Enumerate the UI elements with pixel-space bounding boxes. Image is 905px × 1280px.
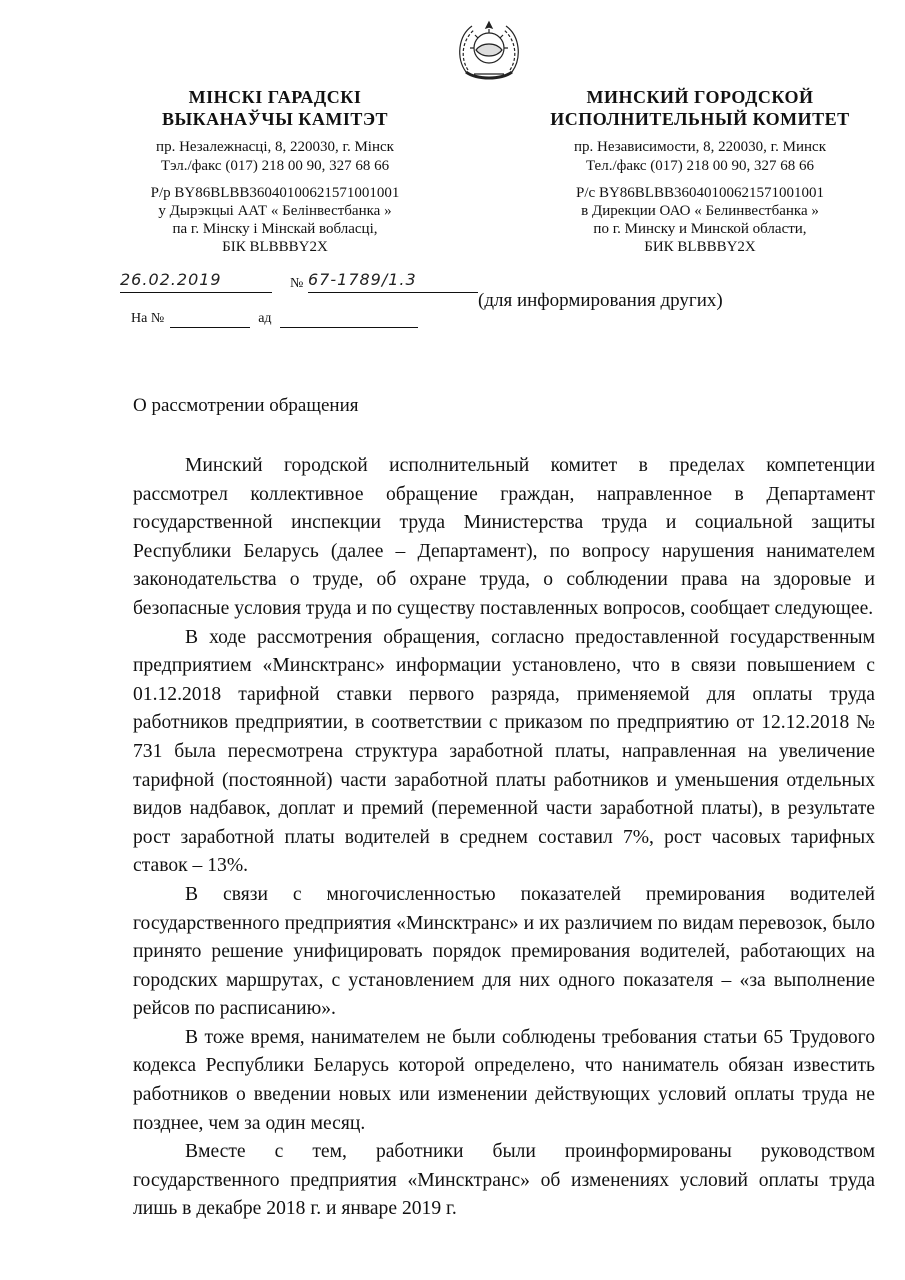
bic-ru: БИК BLBBBY2X [644,239,756,255]
reference-date-label: ад [258,311,272,326]
bank-by-line2: па г. Мінску і Мінскай вобласці, [172,221,378,237]
reference-number-label: На № [131,311,165,326]
registration-date: 26.02.2019 [120,270,272,293]
reference-date-blank [280,311,418,328]
bank-by-line1: у Дырэкцыі ААТ « Белінвестбанка » [158,203,392,219]
bank-ru-line2: по г. Минску и Минской области, [593,221,807,237]
phone-by: Тэл./факс (017) 218 00 90, 327 68 66 [160,158,390,174]
registration-number-label: № [290,276,304,291]
paragraph-1: Минский городской исполнительный комитет в пределах компетенции рассмотрел коллективное обращение граждан, направленное в Департамент государственной инспекции труда Министерства труда и социальной защиты Республики Беларусь (далее – Департамент), по вопросу нарушения нанимателем законодательства о труде, об охране труда, о соблюдении права на здоровые и безопасные условия труда и по существу поставленных вопросов, сообщает следующее. [133,455,875,619]
reference-number-blank [170,311,250,328]
registration-line [120,270,480,298]
account-by: Р/р BY86BLBB36040100621571001001 [150,185,400,201]
org-name-ru-line2: ИСПОЛНИТЕЛЬНЫЙ КОМИТЕТ [550,109,850,129]
bic-by: БІК BLBBBY2X [222,239,328,255]
state-emblem-icon [452,14,526,88]
paragraph-5: Вместе с тем, работники были проинформированы руководством государственного предприятия «Минсктранс» об изменениях условий оплаты труда лишь в декабре 2018 г. и январе 2019 г. [133,1141,875,1220]
account-ru: Р/с BY86BLBB36040100621571001001 [576,185,824,201]
paragraph-4: В тоже время, нанимателем не были соблюдены требования статьи 65 Трудового кодекса Республики Беларусь которой определено, что наниматель обязан известить работников о введении новых или изменении действующих условий оплаты труда не позднее, чем за один месяц. [133,1026,875,1134]
letter-body [133,452,875,1224]
subject-line: О рассмотрении обращения [133,395,359,416]
phone-ru: Тел./факс (017) 218 00 90, 327 68 66 [585,158,815,174]
org-name-by-line2: ВЫКАНАЎЧЫ КАМІТЭТ [161,109,389,129]
header-right [530,86,870,256]
addressee: (для информирования других) [478,290,723,311]
paragraph-2: В ходе рассмотрения обращения, согласно предоставленной государственным предприятием «Минсктранс» информации установлено, что в связи повышением с 01.12.2018 тарифной ставки первого разряда, применяемой для оплаты труда работников предприятии, в соответствии с приказом по предприятию от 12.12.2018 № 731 была пересмотрена структура заработной платы, направленная на увеличение тарифной (постоянной) части заработной платы работников и уменьшения отдельных видов надбавок, доплат и премий (переменной части заработной платы), в результате рост заработной платы водителей в среднем составил 7%, рост часовых тарифных ставок – 13%. [133,626,875,877]
reference-line [131,311,418,328]
address-ru: пр. Независимости, 8, 220030, г. Минск [574,139,826,155]
address-by: пр. Незалежнасці, 8, 220030, г. Мінск [156,139,394,155]
registration-number: 67-1789/1.3 [308,270,478,293]
header-left [105,86,445,256]
bank-ru-line1: в Дирекции ОАО « Белинвестбанка » [581,203,819,219]
org-name-ru-line1: МИНСКИЙ ГОРОДСКОЙ [586,87,814,107]
paragraph-3: В связи с многочисленностью показателей премирования водителей государственного предприятия «Минсктранс» и их различием по видам перевозок, было принято решение унифицировать порядок премирования водителей, работающих на городских маршрутах, с установлением для них одного показателя – «за выполнение рейсов по расписанию». [133,883,875,1020]
org-name-by-line1: МІНСКІ ГАРАДСКІ [188,87,362,107]
